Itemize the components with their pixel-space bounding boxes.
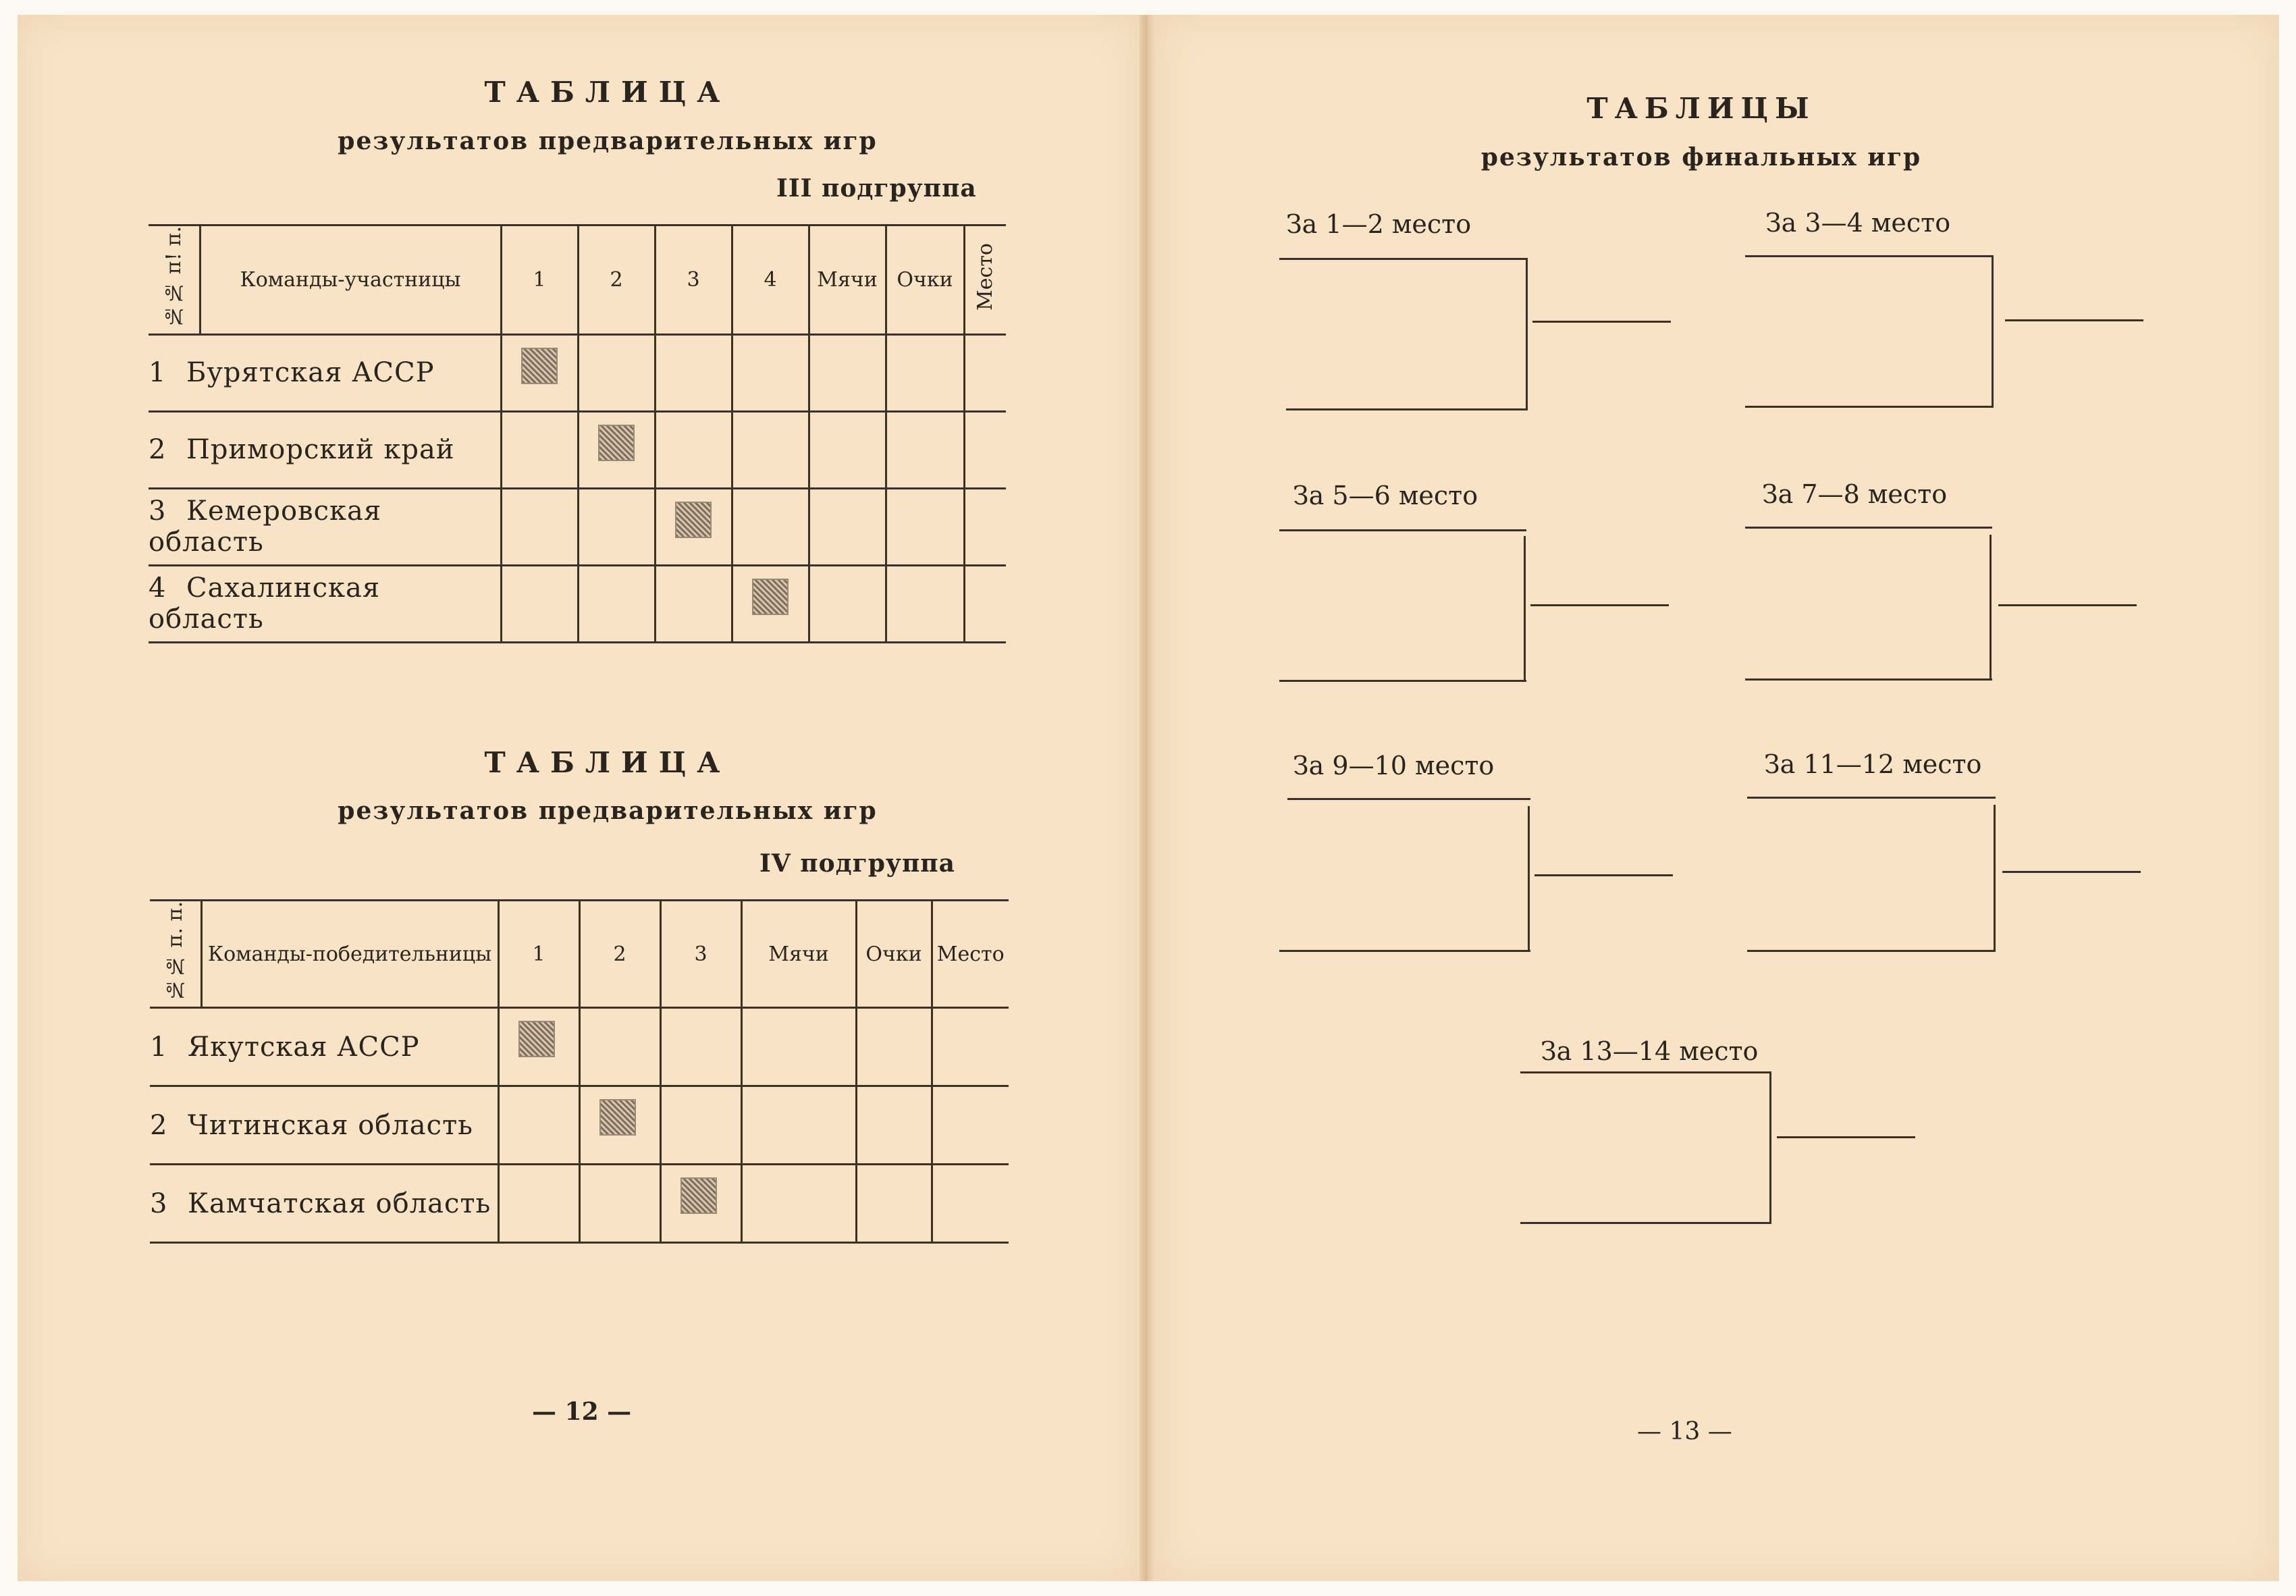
self-match-cell	[752, 579, 789, 615]
team-name: Камчатская область	[188, 1188, 491, 1219]
header-balls: Мячи	[741, 901, 856, 1008]
bracket-label: За 11—12 место	[1764, 749, 1982, 779]
bracket-label: За 9—10 место	[1293, 751, 1495, 780]
table1-subtitle: результатов предварительных игр	[338, 127, 878, 155]
finals-subtitle: результатов финальных игр	[1480, 143, 1922, 171]
header-points: Очки	[856, 901, 932, 1008]
header-col-1: 1	[498, 901, 579, 1008]
table1	[149, 224, 1006, 643]
header-col-3: 3	[660, 901, 741, 1008]
bracket-label: За 13—14 место	[1541, 1036, 1759, 1066]
row-num: 4	[149, 573, 167, 604]
row-num: 3	[149, 496, 167, 527]
header-place: Место	[932, 901, 1009, 1008]
table-row	[149, 488, 1006, 565]
bracket-label: За 3—4 место	[1765, 208, 1951, 238]
team-name: Читинская область	[188, 1109, 473, 1141]
table2-title: ТАБЛИЦА	[484, 746, 731, 779]
row-num: 2	[150, 1109, 168, 1141]
table-row	[150, 1086, 1009, 1165]
table-row	[149, 565, 1006, 642]
table-row	[150, 1165, 1009, 1243]
header-col-2: 2	[578, 225, 655, 335]
row-num: 1	[149, 357, 167, 389]
row-num: 3	[150, 1188, 168, 1219]
header-num: №№ п! п.	[161, 226, 186, 328]
self-match-cell	[599, 1099, 636, 1136]
header-col-4: 4	[732, 225, 809, 335]
header-teams: Команды-победительницы	[201, 901, 498, 1008]
team-name: Кемеровская область	[149, 496, 382, 558]
self-match-cell	[675, 502, 712, 538]
header-num: №№ п. п.	[163, 901, 187, 1002]
finals-title: ТАБЛИЦЫ	[1586, 92, 1816, 125]
page-number-left: — 12 —	[532, 1398, 632, 1426]
table2-subtitle: результатов предварительных игр	[338, 797, 878, 825]
team-name: Якутская АССР	[188, 1031, 420, 1063]
self-match-cell	[680, 1177, 717, 1214]
header-points: Очки	[886, 225, 964, 335]
table1-group: III подгруппа	[776, 174, 977, 203]
header-col-2: 2	[579, 901, 660, 1008]
bracket-label: За 1—2 место	[1286, 209, 1472, 239]
header-col-3: 3	[655, 225, 732, 335]
bracket-label: За 7—8 место	[1762, 479, 1948, 509]
self-match-cell	[598, 425, 635, 461]
header-teams: Команды-участницы	[200, 225, 501, 335]
table2	[150, 899, 1009, 1244]
header-place: Место	[964, 225, 1006, 335]
table-row	[150, 1008, 1009, 1086]
team-name: Приморский край	[186, 434, 455, 466]
table1-title: ТАБЛИЦА	[484, 76, 731, 109]
row-num: 1	[150, 1031, 168, 1063]
table-row	[149, 411, 1006, 488]
page-number-right: — 13 —	[1637, 1418, 1732, 1445]
table2-group: IV подгруппа	[759, 849, 955, 878]
book-spine	[1140, 15, 1156, 1581]
header-balls: Мячи	[809, 225, 886, 335]
team-name: Бурятская АССР	[186, 357, 435, 389]
self-match-cell	[521, 348, 558, 384]
header-col-1: 1	[501, 225, 578, 335]
self-match-cell	[518, 1021, 555, 1057]
bracket-label: За 5—6 место	[1293, 481, 1478, 510]
row-num: 2	[149, 434, 167, 466]
team-name: Сахалинская область	[149, 573, 381, 635]
table-row	[149, 334, 1006, 411]
